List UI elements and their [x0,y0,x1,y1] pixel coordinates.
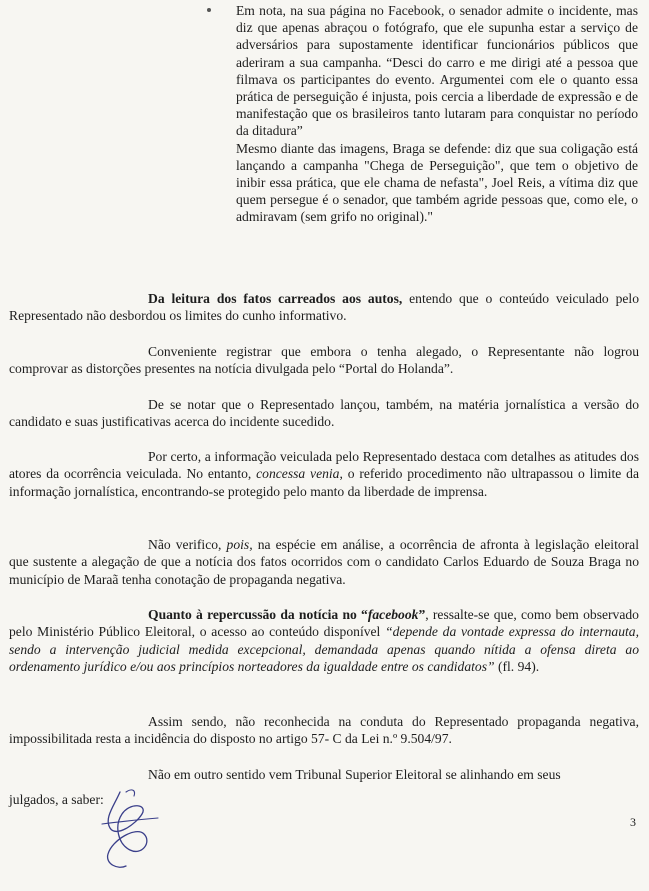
paragraph-text: , ressalte-se que, como bem observado pelo Ministério Público Eleitoral, o acesso ao conteúdo disponível [9,607,639,640]
bold-lead: Quanto à repercussão da notícia no “ [148,607,368,622]
paragraph-3: De se notar que o Representado lançou, também, na matéria jornalística a versão do candidato e suas justificativas acerca do incidente sucedido. [9,397,639,430]
bold-italic-term: facebook [367,607,419,622]
paragraph-6: Quanto à repercussão da notícia no “facebook”, ressalte-se que, como bem observado pelo Ministério Público Eleitoral, o acesso ao conteúdo disponível “depende da vontade expressa do internauta, sendo a intervenção judicial medida excepcional, demandada apenas quando nítida a ofensa direta ao ordenamento jurídico e/ou aos princípios norteadores da igualdade entre os candidatos” (fl. 94). [9,607,639,675]
paragraph-text: entendo que o conteúdo veiculado pelo Representado não desbordou os limites do cunho informativo. [9,291,639,324]
signature-icon [96,784,166,874]
paragraph-8: Não em outro sentido vem Tribunal Superior Eleitoral se alinhando em seus julgados, a saber: [9,767,561,808]
bold-lead: Da leitura dos fatos carreados aos autos, [148,291,403,306]
paragraph-7: Assim sendo, não reconhecida na conduta do Representado propaganda negativa, impossibilitada resta a incidência do disposto no artigo 57- C da Lei n.º 9.504/97. [9,714,639,747]
paragraph-text: Não verifico, [148,537,227,552]
paragraph-1 [9,290,639,325]
block-quote [236,2,638,226]
quote-paragraph-1: Em nota, na sua página no Facebook, o senador admite o incidente, mas diz que apenas abraçou o fotógrafo, que ele supunha estar a serviço de adversários para supostamente identificar funcionários públicos que aderiram a sua campanha. “Desci do carro e me dirigi até a pessoa que filmava os participantes do evento. Argumentei com ele o quanto essa prática de perseguição é injusta, pois cercia a liberdade de expressão e de manifestação que os brasileiros tanto lutaram para conquistar no período da ditadura” [236,3,638,139]
paragraph-text: na espécie em análise, a ocorrência de afronta à legislação eleitoral que sustente a alegação de que a notícia dos fatos ocorridos com o candidato Carlos Eduardo de Souza Braga no município de Maraã tenha conotação de propaganda negativa. [9,537,639,587]
paragraph-2: Conveniente registrar que embora o tenha alegado, o Representante não logrou comprovar as distorções presentes na notícia divulgada pelo “Portal do Holanda”. [9,344,639,377]
quote-paragraph-2: Mesmo diante das imagens, Braga se defende: diz que sua coligação está lançando a campanha "Chega de Perseguição", que tem o objetivo de inibir essa prática, que ele chama de nefasta", Joel Reis, a vítima diz que quem persegue é o senador, que também agride pessoas que, como ele, o admiravam (sem grifo no original)." [236,140,638,225]
paragraph-text: Por certo, a informação veiculada pelo Representado destaca com detalhes as atitudes dos atores da ocorrência veiculada. No entanto, [9,449,639,482]
page-number: 3 [630,815,636,829]
italic-term: concessa venia [256,466,340,482]
paragraph-text: , o referido procedimento não ultrapassou o limite da informação jornalística, encontrando-se protegido pelo manto da liberdade de imprensa. [9,466,639,499]
italic-quote: “depende da vontade expressa do internauta, sendo a intervenção judicial medida excepcional, demandada apenas quando nítida a ofensa direta ao ordenamento jurídico e/ou aos princípios norteadores da igualdade entre os candidatos” [9,624,639,675]
paragraph-text: (fl. 94). [494,659,540,675]
paragraph-4 [9,448,639,500]
paragraph-5 [9,536,639,588]
scan-speck [207,8,211,12]
italic-term: pois, [226,537,253,552]
